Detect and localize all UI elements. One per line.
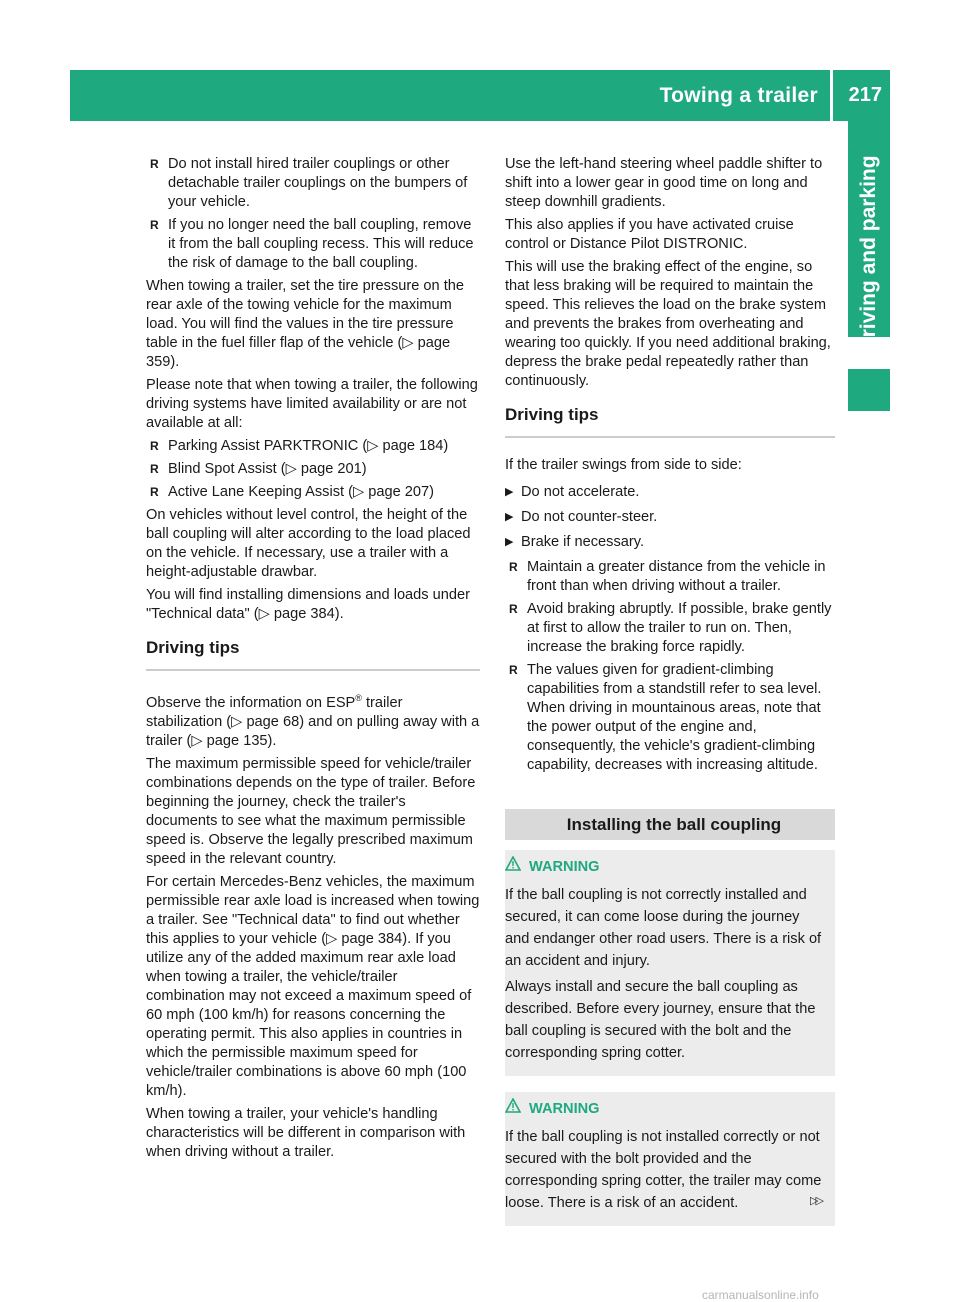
paragraph: Please note that when towing a trailer, the following driving systems have limited availability or are not available at all:: [146, 377, 478, 431]
action-step: ▶ Do not accelerate.: [505, 483, 835, 502]
warning-triangle-icon: [505, 856, 521, 878]
esp-text: Observe the information on ESP: [146, 694, 356, 711]
watermark: carmanualsonline.info: [702, 1288, 819, 1302]
section-heading-install: Installing the ball coupling: [505, 809, 835, 840]
paragraph: This will use the braking effect of the engine, so that less braking will be required to maintain the speed. This relieves the load on the brake system and prevents the brakes from overheating and wearing too quickly. If you need additional braking, depress the brake pedal repeatedly rather than continuously.: [505, 259, 831, 389]
header-divider: [830, 70, 833, 121]
section-heading: Driving tips: [505, 405, 835, 438]
warning-triangle-icon: [505, 1098, 521, 1120]
list-item: R Parking Assist PARKTRONIC (▷ page 184): [146, 437, 480, 456]
paragraph: For certain Mercedes-Benz vehicles, the maximum permissible rear axle load is increased when towing a trailer. See "Technical data" to find out whether this applies to your vehicle (▷ page 384). If you utilize any of the added maximum rear axle load when towing a trailer, the vehicle/trailer combination may not exceed a maximum speed of 60 mph (100 km/h) for reasons concerning the operating permit. This also applies in countries in which the permissible maximum speed for vehicle/trailer combinations is above 60 mph (100 km/h).: [146, 873, 480, 1099]
warning-text: Always install and secure the ball coupling as described. Before every journey, ensure that the ball coupling is secured with the bolt and the corresponding spring cotter.: [505, 979, 816, 1061]
left-column: [146, 155, 480, 1166]
side-tab-label: Driving and parking: [857, 155, 880, 353]
paragraph: This also applies if you have activated cruise control or Distance Pilot DISTRONIC.: [505, 217, 794, 252]
paragraph: When towing a trailer, set the tire pressure on the rear axle of the towing vehicle for the maximum load. You will find the values in the tire pressure table in the fuel filler flap of the vehicle (▷ page 359).: [146, 278, 464, 370]
list-item: R If you no longer need the ball coupling, remove it from the ball coupling recess. This will reduce the risk of damage to the ball coupling.: [146, 216, 480, 273]
paragraph: When towing a trailer, your vehicle's handling characteristics will be different in comparison with when driving without a trailer.: [146, 1105, 466, 1160]
header-bar: [70, 70, 890, 121]
paragraph: You will find installing dimensions and loads under "Technical data" (▷ page 384).: [146, 587, 470, 622]
section-title: Towing a trailer: [659, 84, 818, 107]
esp-text-rest: trailer stabilization (▷ page 68) and on pulling away with a trailer (▷ page 135).: [146, 694, 480, 749]
warning-text: If the ball coupling is not installed correctly or not secured with the bolt provided and the corresponding spring cotter, the trailer may come loose. There is a risk of an accident.: [505, 1129, 822, 1211]
paragraph: The maximum permissible speed for vehicle/trailer combinations depends on the type of trailer. Before beginning the journey, check the trailer's documents to see what the maximum permissible speed is. Observe the legally prescribed maximum speed in the relevant country.: [146, 755, 476, 867]
list-item: R Active Lane Keeping Assist (▷ page 207): [146, 483, 480, 502]
warning-header: [505, 856, 827, 878]
section-heading: Driving tips: [146, 638, 480, 671]
right-column: [505, 155, 835, 1226]
list-item: R Maintain a greater distance from the vehicle in front than when driving without a trailer.: [505, 558, 835, 596]
action-step: ▶ Do not counter-steer.: [505, 508, 835, 527]
warning-text: If the ball coupling is not correctly installed and secured, it can come loose during the journey and endanger other road users. There is a risk of an accident and injury.: [505, 887, 822, 969]
paragraph: If the trailer swings from side to side:: [505, 457, 742, 473]
continue-marker: ▷▷: [810, 1195, 821, 1207]
paragraph: On vehicles without level control, the height of the ball coupling will alter according to the load placed on the vehicle. If necessary, use a trailer with a height-adjustable drawbar.: [146, 507, 471, 580]
warning-header: [505, 1098, 827, 1120]
page-number: 217: [848, 84, 882, 106]
paragraph: Use the left-hand steering wheel paddle shifter to shift into a lower gear in good time on long and steep downhill gradients.: [505, 156, 823, 210]
registered-mark: ®: [355, 693, 362, 703]
warning-box: [505, 1092, 835, 1226]
list-item: R Do not install hired trailer couplings or other detachable trailer couplings on the bumpers of your vehicle.: [146, 155, 480, 212]
side-marker: [848, 369, 890, 411]
warning-label: WARNING: [529, 1101, 600, 1117]
action-step: ▶ Brake if necessary.: [505, 533, 835, 552]
paragraph: [146, 689, 480, 751]
warning-label: WARNING: [529, 859, 600, 875]
list-item: R Avoid braking abruptly. If possible, brake gently at first to allow the trailer to run on. Then, increase the braking force rapidly.: [505, 600, 835, 657]
list-item: R Blind Spot Assist (▷ page 201): [146, 460, 480, 479]
warning-box: [505, 850, 835, 1076]
list-item: R The values given for gradient-climbing capabilities from a standstill refer to sea level. When driving in mountainous areas, note that the power output of the engine and, consequently, the vehicle's gradient-climbing capability, decreases with increasing altitude.: [505, 661, 835, 775]
